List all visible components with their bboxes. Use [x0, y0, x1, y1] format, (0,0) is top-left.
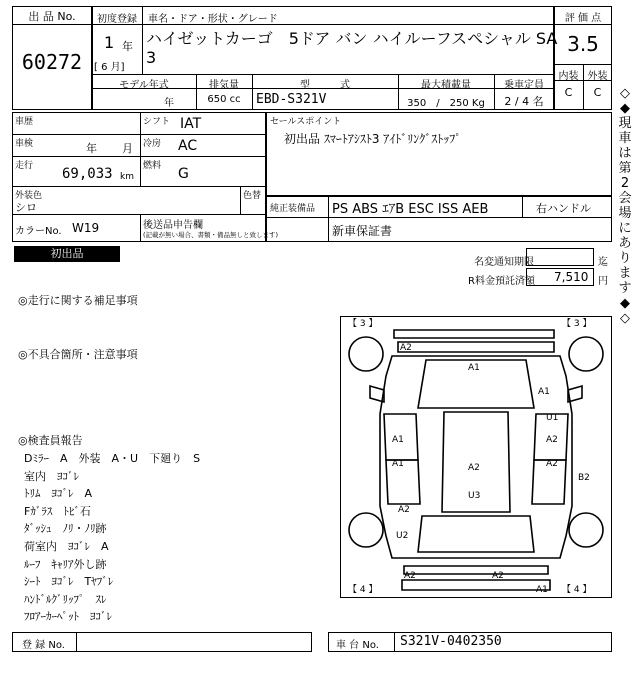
- damage-mark: A2: [546, 435, 558, 445]
- diagram-label-tr: 【 3 】: [562, 319, 592, 329]
- inspector-report-line: Dﾐﾗｰ A 外装 A・U 下廻り S: [24, 452, 201, 465]
- warranty-value: 新車保証書: [332, 224, 393, 238]
- first-reg-year: 1: [104, 33, 115, 52]
- inspector-report-line: ｼｰﾄ ﾖｺﾞﾚ Tﾔﾌﾞﾚ: [24, 575, 114, 589]
- driving-notes-label: ◎走行に関する補足事項: [18, 294, 138, 307]
- fuel-value: G: [178, 166, 189, 182]
- inspector-report-line: ﾄﾘﾑ ﾖｺﾞﾚ A: [24, 487, 93, 501]
- type-label: 型 式: [300, 80, 350, 91]
- displacement: 650 cc: [207, 94, 241, 105]
- inspection-year-unit: 年: [86, 142, 97, 155]
- ac-value: AC: [178, 138, 198, 154]
- damage-mark: A2: [546, 459, 558, 469]
- damage-mark: A1: [392, 435, 404, 445]
- color-no-value: W19: [72, 221, 100, 235]
- interior-label: 内装: [558, 71, 579, 82]
- damage-mark: A2: [468, 463, 480, 473]
- exterior-label: 外装: [587, 71, 608, 82]
- damage-mark: A1: [468, 363, 480, 373]
- chassis-value: S321V-0402350: [400, 634, 502, 649]
- diagram-label-tl: 【 3 】: [348, 319, 378, 329]
- post-doc-label: 後送品申告欄: [143, 220, 203, 231]
- damage-mark: A2: [404, 571, 416, 581]
- change-deadline-box: [526, 248, 594, 266]
- damage-mark: A1: [536, 585, 548, 595]
- ext-color-value: シロ: [15, 201, 37, 214]
- first-reg-month: [ 6 月]: [94, 62, 125, 73]
- recycle-unit: 円: [598, 276, 608, 287]
- sales-point-value: 初出品 ｽﾏｰﾄｱｼｽﾄ3 ｱｲﾄﾞﾘﾝｸﾞｽﾄｯﾌﾟ: [284, 132, 462, 146]
- mileage-unit: km: [120, 172, 134, 182]
- inspector-report-line: ﾌﾛｱｰｶｰﾍﾟｯﾄ ﾖｺﾞﾚ: [24, 610, 112, 624]
- mileage-value: 69,033: [62, 166, 113, 182]
- inspector-report-line: ﾙｰﾌ ｷｬﾘｱ外し跡: [24, 557, 107, 571]
- inspector-report-line: Fｶﾞﾗｽ ﾄﾋﾞ石: [24, 504, 91, 518]
- equipment-value: PS ABS ｴｱB ESC ISS AEB: [332, 202, 489, 217]
- damage-mark: B2: [578, 473, 590, 483]
- inspection-label: 車検: [15, 139, 34, 149]
- car-name-line2: 3: [146, 48, 157, 67]
- model-year-unit: 年: [164, 98, 174, 109]
- change-deadline-unit: 迄: [598, 257, 608, 268]
- inspector-report-label: ◎検査員報告: [18, 434, 83, 447]
- mileage-label: 走行: [15, 161, 34, 171]
- type-value: EBD-S321V: [256, 92, 327, 107]
- ext-color-label: 外装色: [15, 191, 43, 201]
- recycle-label: R料金預託済額: [468, 276, 535, 287]
- damage-mark: U1: [546, 413, 559, 423]
- shift-value: IAT: [180, 116, 202, 132]
- color-change-label: 色替: [243, 191, 262, 201]
- side-banner-text: ◇◆現車は第2会場にあります◆◇: [618, 86, 632, 326]
- inspector-report-line: ﾀﾞｯｼｭ ﾉﾘ・ﾉﾘ跡: [24, 522, 107, 536]
- lot-no-label: 出 品 No.: [28, 10, 76, 23]
- capacity-label: 乗車定員: [504, 80, 544, 91]
- recycle-fee: 7,510: [554, 270, 589, 284]
- damage-mark: A2: [400, 343, 412, 353]
- displacement-label: 排気量: [209, 80, 239, 91]
- history-label: 車歴: [15, 117, 34, 127]
- shift-label: シフト: [143, 117, 171, 127]
- damage-mark: U2: [396, 531, 409, 541]
- capacity: 2 / 4 名: [504, 95, 544, 108]
- defects-notes-label: ◎不具合箇所・注意事項: [18, 348, 138, 361]
- car-name-line1: ハイゼットカーゴ 5ドア バン ハイルーフスペシャル SA: [146, 29, 558, 48]
- damage-diagram: [340, 316, 612, 598]
- inspection-month-unit: 月: [122, 142, 133, 155]
- max-load: 350 / 250 Kg: [407, 98, 485, 109]
- interior-grade: C: [564, 86, 573, 99]
- diagram-label-br: 【 4 】: [562, 585, 592, 595]
- lot-no: 60272: [21, 50, 83, 74]
- damage-mark: A1: [392, 459, 404, 469]
- inspector-report-line: ﾊﾝﾄﾞﾙｸﾞﾘｯﾌﾟ ｽﾚ: [24, 592, 107, 606]
- score-label: 評 価 点: [564, 13, 602, 24]
- post-doc-note: (記載が無い場合、書類・備品無しと致します): [143, 231, 279, 239]
- first-reg-label: 初度登録: [97, 14, 137, 25]
- damage-mark: U3: [468, 491, 481, 501]
- reg-no-label: 登 録 No.: [22, 640, 65, 651]
- color-no-label: カラーNo.: [15, 226, 62, 237]
- fuel-label: 燃料: [143, 161, 162, 171]
- damage-mark: A2: [492, 571, 504, 581]
- equipment-label: 純正装備品: [270, 204, 316, 214]
- inspector-report-line: 室内 ﾖｺﾞﾚ: [24, 469, 79, 483]
- inspector-report-line: 荷室内 ﾖｺﾞﾚ A: [24, 540, 109, 553]
- score-value: 3.5: [567, 32, 599, 56]
- change-deadline-label: 名変通知期限: [474, 257, 534, 268]
- handle-value: 右ハンドル: [536, 202, 591, 215]
- model-year-label: モデル年式: [119, 80, 169, 91]
- exterior-grade: C: [593, 86, 602, 99]
- sales-point-label: セールスポイント: [270, 117, 342, 127]
- max-load-label: 最大積載量: [421, 80, 471, 91]
- name-label: 車名・ドア・形状・グレード: [148, 14, 278, 25]
- side-banner: [614, 86, 636, 326]
- chassis-label: 車 台 No.: [336, 640, 379, 651]
- damage-mark: A1: [538, 387, 550, 397]
- ac-label: 冷房: [143, 139, 162, 149]
- year-unit: 年: [122, 40, 133, 53]
- diagram-label-bl: 【 4 】: [348, 585, 378, 595]
- first-listing-badge: 初出品: [14, 246, 120, 262]
- damage-mark: A2: [398, 505, 410, 515]
